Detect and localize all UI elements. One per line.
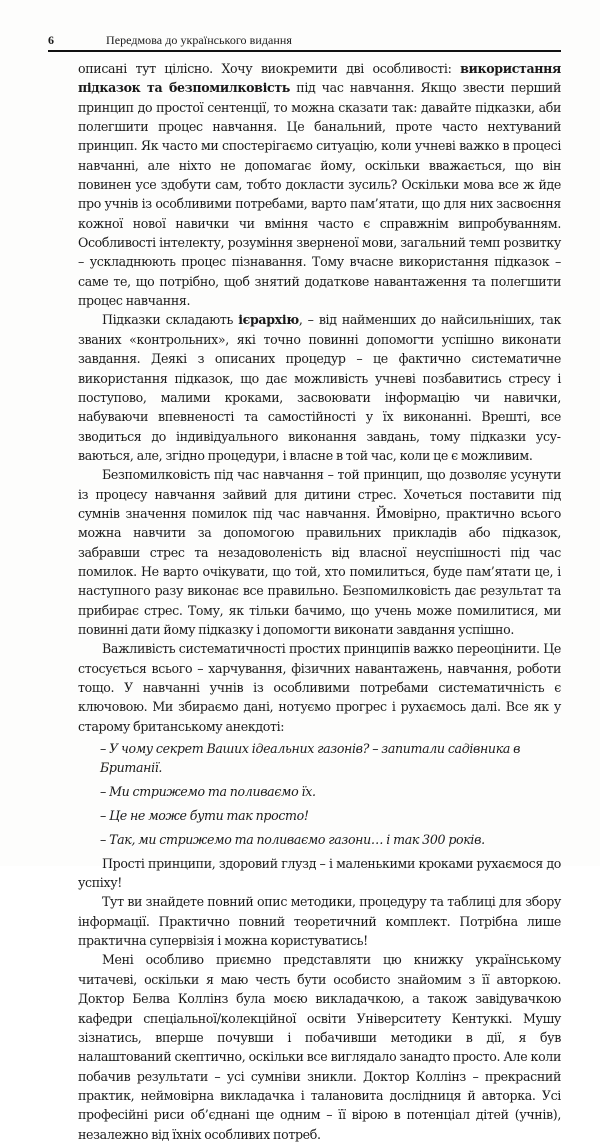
text-segment: описані тут цілісно. Хочу виокремити дві особливості: bbox=[78, 61, 461, 76]
dialogue-line: – Ми стрижемо та поливаємо їх. bbox=[100, 784, 316, 800]
dialogue-line: – У чому секрет Ваших ідеальних газонів? – запитали садівника в Британії. bbox=[100, 741, 521, 776]
paragraph-hierarchy bbox=[78, 310, 561, 465]
paragraph-methods: Тут ви знайдете повний опис методики, процедуру та таблиці для збору інформації. Практично повний теоретичний комплект. Потрібна лише практична супервізія і можна користуватись! bbox=[78, 894, 561, 949]
emphasis-prompts-errorless: використання підказок та безпомилковість bbox=[78, 61, 561, 96]
text-segment: , – від найменших до найсильніших, так званих «контрольних», які точно повинні допомогти успішно виконати завдання. Деякі з описаних процедур – це фактично систематичне використання підказок, що дає можливість учневі позбавитись стресу і поступово, малими кроками, засвоювати інформацію чи навички, набуваючи впевненості та самостійності у їх виконанні. Врешті, все зводиться до індивідуального виконання завдань, тому підказки усуваються, але, згідно процедури, і власне в той час, коли це є можливим. bbox=[78, 312, 562, 463]
text-segment: Підказки складають bbox=[102, 312, 239, 328]
paragraph-errorless bbox=[78, 465, 561, 639]
body-text bbox=[78, 59, 561, 1144]
paragraph-continuation bbox=[78, 59, 561, 310]
paragraph-simple-principles: Прості принципи, здоровий глузд – і маленькими кроками рухаємося до успіху! bbox=[78, 855, 561, 891]
text-segment: під час навчання. Якщо звести перший принцип до простої сентенції, то можна сказати так: давайте підказки, аби полегшити процес навчання. Це банальний, проте часто нехтуваний принцип. Як часто ми спостерігаємо ситуацію, коли учневі важко в процесі навчанні, але ніхто не допомагає йому, оскільки вважається, що він повинен усе здобути сам, тобто докласти зусиль? Оскільки мова все ж йде про учнів із особливими потребами, варто пам’ятати, що для них засвоєння кожної нової навички чи вміння часто є справжнім випробуванням. Особливості інтелекту, розуміння зверненої мови, загальний темп розвитку – ускладнюють процес пізнавання. Тому вчасне використання підказок – саме те, що потрібно, щоб знятий додаткове навантаження та полегшити процес навчання. bbox=[78, 80, 561, 309]
running-head bbox=[48, 30, 561, 52]
dialogue-line: – Це не може бути так просто! bbox=[100, 808, 309, 824]
paragraph-systematic bbox=[78, 639, 561, 736]
dialogue-line: – Так, ми стрижемо та поливаємо газони… і так 300 років. bbox=[100, 831, 485, 847]
running-title: Передмова до українського видання bbox=[106, 33, 292, 47]
page-number: 6 bbox=[48, 33, 54, 47]
text-segment: Важливість систематичності простих принципів важко переоцінити. Це стосується всього – харчування, фізичних навантажень, навчання, роботи тощо. У навчанні учнів із особливими потребами систематичність є ключовою. Ми збираємо дані, нотуємо прогрес і рухаємось далі. Все як у старому британському анекдоті: bbox=[78, 641, 561, 734]
paragraph-author: Мені особливо приємно представляти цю книжку українському читачеві, оскільки я маю честь бути особисто знайомим з її авторкою. Доктор Белва Коллінз була моєю викладачкою, а також завідувачкою кафедри спеціальної/колекційної освіти Університету Кентуккі. Мушу зізнатись, вперше почувши і побачивши методики в дії, я був налаштований скептично, оскільки все виглядало занадто просто. Але коли побачив результати – усі сумніви зникли. Доктор Коллінз – прекрасний практик, неймовірна викладачка і талановита дослідниця й авторка. Усі професійні риси об’єднані ще одним – її вірою в потенціал дітей (учнів), незалежно від їхніх особливих потреб. bbox=[78, 952, 561, 1142]
emphasis-hierarchy: ієрархію bbox=[238, 312, 299, 328]
text-segment: Безпомилковість під час навчання – той принцип, що дозволяє усунути із процесу навчання зайвий для дитини стрес. Хочеться поставити під сумнів значення помилок під час навчання. Ймовірно, практично всього можна навчити за допомогою правильних прикладів або підказок, забравши стрес та незадоволеність від власної неуспішності під час помилок. Не варто очікувати, що той, хто помилиться, буде пам’ятати це, і наступного разу виконає все правильно. Безпомилковість дає результат та прибирає стрес. Тому, як тільки бачимо, що учень може помилитися, ми повинні дати йому підказку і допомогти виконати завдання успішно. bbox=[78, 467, 561, 637]
